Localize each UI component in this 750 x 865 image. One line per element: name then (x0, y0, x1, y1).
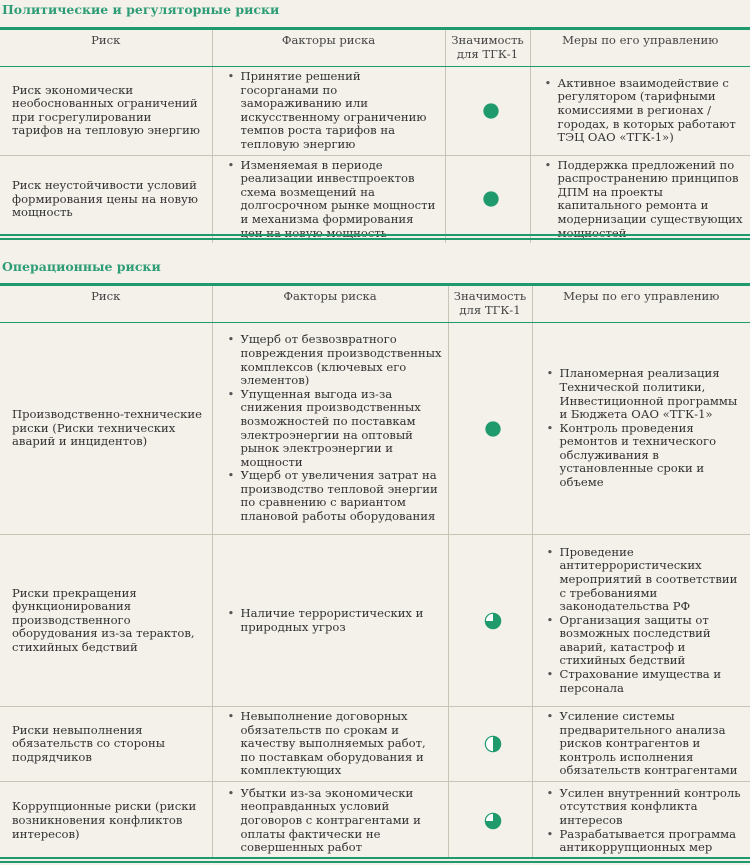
factors-cell (212, 781, 448, 859)
table-header-row (0, 30, 750, 67)
table-row (0, 323, 750, 535)
header-measures: Меры по его управлению (530, 30, 750, 67)
significance-full-icon (482, 190, 500, 208)
bullet-item: • Наличие террористических и природных угроз (228, 607, 442, 634)
bullet-item: • Изменяемая в периоде реализации инвестпроектов схема возмещений на долгосрочном рынке мощности и механизма формирования цен на новую мощность (228, 159, 439, 241)
header-significance: Значимость для ТГК-1 (448, 286, 532, 323)
significance-three-quarter-icon (484, 612, 502, 630)
risk-cell: Коррупционные риски (риски возникновения конфликтов интересов) (12, 799, 197, 841)
bullet-list (228, 710, 442, 778)
factors-cell (212, 155, 445, 243)
bullet-list (545, 77, 745, 145)
section-bottom-rule (0, 234, 750, 240)
factors-cell (212, 323, 448, 535)
factors-cell (212, 67, 445, 156)
bullet-list (547, 710, 745, 778)
risk-cell: Производственно-технические риски (Риски технических аварий и инцидентов) (0, 323, 212, 535)
header-factors: Факторы риска (212, 286, 448, 323)
bullet-item: • Организация защиты от возможных последствий аварий, катастроф и стихийных бедствий (547, 614, 745, 668)
risk-cell: Риски прекращения функционирования производственного оборудования из-за терактов, стихийных бедствий (0, 535, 212, 707)
bullet-item: • Контроль проведения ремонтов и технического обслуживания в установленные сроки и объеме (547, 422, 745, 490)
significance-cell (448, 707, 532, 782)
bullet-list (547, 787, 745, 855)
bullet-item: • Поддержка предложений по распространению принципов ДПМ на проекты капитального ремонта и модернизации существующих мощностей (545, 159, 745, 241)
risk-cell: Риск неустойчивости условий формирования цены на новую мощность (12, 177, 198, 220)
bullet-item: • Страхование имущества и персонала (547, 668, 745, 695)
significance-half-icon (484, 735, 502, 753)
bullet-list (547, 546, 745, 696)
significance-cell (445, 155, 530, 243)
header-measures: Меры по его управлению (532, 286, 750, 323)
header-risk: Риск (0, 30, 212, 67)
bullet-item: • Принятие решений госорганами по замораживанию или искусственному ограничению темпов роста тарифов на тепловую энергию (228, 70, 439, 152)
section-title-political: Политические и регуляторные риски (2, 2, 280, 17)
bullet-item: • Ущерб от увеличения затрат на производство тепловой энергии по сравнению с вариантом плановой работы оборудования (228, 469, 442, 523)
risk-cell: Риск экономически необоснованных ограничений при госрегулировании тарифов на тепловую энергию (0, 67, 212, 156)
significance-cell (448, 323, 532, 535)
measures-cell (532, 707, 750, 782)
operational-risks-table (0, 286, 750, 859)
header-risk: Риск (0, 286, 212, 323)
bullet-item: • Проведение антитеррористических мероприятий в соответствии с требованиями законодательства РФ (547, 546, 745, 614)
bullet-item: • Убытки из-за экономически неоправданных условий договоров с контрагентами и оплаты фактически не совершенных работ (228, 787, 442, 855)
factors-cell (212, 707, 448, 782)
measures-cell (530, 67, 750, 156)
table-header-row (0, 286, 750, 323)
risk-cell: Риски невыполнения обязательств со стороны подрядчиков (0, 707, 212, 782)
bullet-item: • Планомерная реализация Технической политики, Инвестиционной программы и Бюджета ОАО «ТГК-1» (547, 367, 745, 421)
bullet-list (547, 367, 745, 489)
bullet-list (228, 70, 439, 152)
measures-cell (530, 155, 750, 243)
section-title-operational: Операционные риски (2, 259, 161, 274)
section-bottom-rule (0, 857, 750, 863)
table-row (0, 781, 750, 859)
factors-cell (212, 535, 448, 707)
measures-cell (532, 535, 750, 707)
bullet-item: • Активное взаимодействие с регулятором (тарифными комиссиями в регионах / городах, в которых работают ТЭЦ ОАО «ТГК-1») (545, 77, 745, 145)
bullet-list (228, 159, 439, 241)
bullet-list (228, 607, 442, 634)
bullet-list (228, 333, 442, 523)
significance-cell (448, 535, 532, 707)
table-row (0, 67, 750, 156)
significance-full-icon (482, 102, 500, 120)
significance-full-icon (484, 420, 502, 438)
table-row (0, 155, 750, 243)
header-factors: Факторы риска (212, 30, 445, 67)
bullet-item: • Упущенная выгода из-за снижения производственных возможностей по поставкам электроэнергии на оптовый рынок электроэнергии и мощности (228, 388, 442, 470)
bullet-list (545, 159, 745, 241)
bullet-item: • Усиление системы предварительного анализа рисков контрагентов и контроль исполнения обязательств контрагентами (547, 710, 745, 778)
significance-three-quarter-icon (484, 812, 502, 830)
bullet-item: • Разрабатывается программа антикоррупционных мер (547, 828, 745, 855)
measures-cell (532, 781, 750, 859)
header-significance: Значимость для ТГК-1 (445, 30, 530, 67)
table-row (0, 707, 750, 782)
bullet-list (228, 787, 442, 855)
measures-cell (532, 323, 750, 535)
significance-cell (445, 67, 530, 156)
bullet-item: • Ущерб от безвозвратного повреждения производственных комплексов (ключевых его элементов) (228, 333, 442, 387)
bullet-item: • Невыполнение договорных обязательств по срокам и качеству выполняемых работ, по поставкам оборудования и комплектующих (228, 710, 442, 778)
political-risks-table (0, 30, 750, 243)
bullet-item: • Усилен внутренний контроль отсутствия конфликта интересов (547, 787, 745, 828)
table-row (0, 535, 750, 707)
significance-cell (448, 781, 532, 859)
